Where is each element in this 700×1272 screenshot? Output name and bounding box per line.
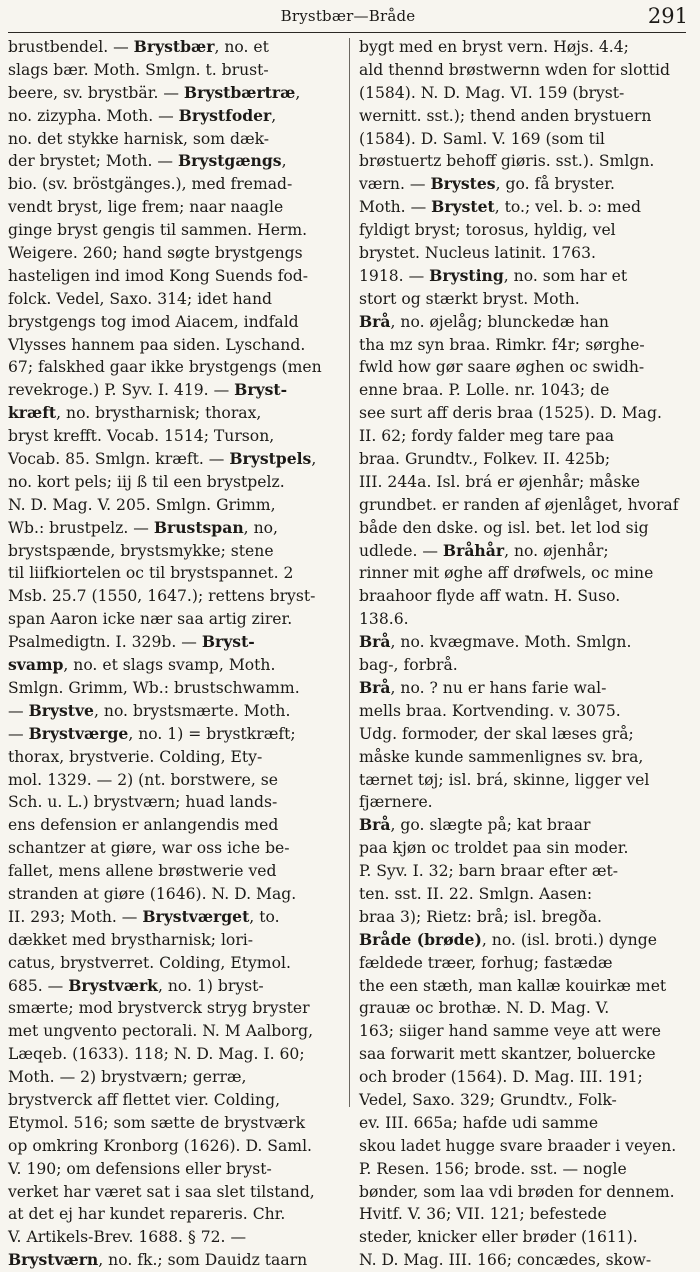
text-segment: grauæ oc brothæ. N. D. Mag. V. [359,999,610,1018]
text-line [8,105,340,128]
text-segment: ev. III. 665a; hafde udi samme [359,1113,599,1132]
text-segment: både den dske. og isl. bet. let lod sig [359,518,649,537]
text-segment: hasteligen ind imod Kong Suends fod- [8,266,309,285]
text-line [359,379,685,402]
text-line [8,631,340,654]
text-line [359,517,685,540]
text-segment: wernitt. sst.); thend anden brystuern [359,106,652,125]
text-segment: (1584). N. D. Mag. VI. 159 (bryst- [359,83,625,102]
text-segment: 67; falskhed gaar ikke brystgengs (men [8,358,322,377]
text-segment: Psalmedigtn. I. 329b. — [8,633,202,652]
text-line [8,677,340,700]
text-line [359,1203,685,1226]
text-segment: brustbendel. — [8,38,134,56]
text-line [8,379,340,402]
text-segment: Etymol. 516; som sætte de brystværk [8,1113,306,1132]
text-segment: , no. som har et [503,266,628,285]
text-segment: stort og stærkt bryst. Moth. [359,289,580,308]
text-segment: no. zizypha. Moth. — [8,106,179,125]
text-segment: braahoor flyde aff watn. H. Suso. [359,587,621,606]
text-segment: slags bær. Moth. Smlgn. t. brust- [8,60,269,79]
text-segment: , no. ? nu er hans farie wal- [390,678,607,697]
text-segment: revekroge.) P. Syv. I. 419. — [8,381,235,400]
text-line [8,494,340,517]
text-segment: 685. — [8,976,69,995]
text-segment: , no. 1) = brystkræft; [128,724,296,743]
headword: Brystve [28,700,94,720]
text-line [359,59,685,82]
text-segment: smærte; mod brystverck stryg bryster [8,999,310,1018]
text-line [8,150,340,173]
text-segment: , [281,152,287,171]
text-line [8,173,340,196]
text-segment: grundbet. er randen af øjenlåget, hvoraf [359,495,679,514]
headword: Brystes [430,174,496,194]
text-line [359,425,685,448]
text-line [359,1135,685,1158]
text-line [8,997,340,1020]
headword: Brystpels [229,449,312,469]
headword: Brystværge [28,723,129,743]
text-segment: , to. [249,907,280,926]
text-segment: verket har været sat i saa slet tilstand, [8,1182,315,1201]
text-line [359,700,685,723]
text-segment: dækket med brystharnisk; lori- [8,930,254,949]
text-line [359,769,685,792]
text-segment: Hvitf. V. 36; VII. 121; befestede [359,1205,607,1224]
text-line [8,1158,340,1181]
text-segment: bønder, som laa vdi brøden for dennem. [359,1182,675,1201]
text-segment: — [8,701,29,720]
text-line [8,1020,340,1043]
text-segment: , [311,450,317,469]
text-segment: P. Syv. I. 32; barn braar efter æt- [359,862,619,881]
headword: kræft [8,403,57,423]
text-line [8,448,340,471]
text-segment: schantzer at giøre, war oss iche be- [8,839,290,858]
text-segment: måske kunde sammenlignes sv. bra, [359,747,644,766]
text-line [8,1066,340,1089]
text-line [8,860,340,883]
text-segment: och broder (1564). D. Mag. III. 191; [359,1068,643,1087]
headword: Brystværn [8,1250,99,1270]
text-segment: , no. brystsmærte. Moth. [93,701,291,720]
text-line [359,82,685,105]
text-segment: , [295,83,301,102]
text-segment: Læqeb. (1633). 118; N. D. Mag. I. 60; [8,1045,305,1064]
text-segment: fældede træer, forhug; fastædæ [359,953,613,972]
text-segment: paa kjøn oc troldet paa sin moder. [359,839,629,858]
text-line [8,1181,340,1204]
left-column [8,36,340,1270]
text-segment: 163; siiger hand samme veye att were [359,1022,662,1041]
text-line [359,242,685,265]
text-line [8,36,340,59]
text-line [359,288,685,311]
text-line [8,1203,340,1226]
text-line [8,1226,340,1249]
text-segment: fjærnere. [359,793,433,812]
text-segment: fwld how gør saare øghen oc swidh- [359,358,645,377]
text-line [359,1112,685,1135]
text-segment: Udg. formoder, der skal læses grå; [359,724,634,743]
text-line [359,128,685,151]
text-segment: — [8,724,29,743]
text-line [8,128,340,151]
text-segment: rinner mit øghe aff drøfwels, oc mine [359,564,654,583]
headword: Brystværk [68,975,158,995]
text-line [8,608,340,631]
text-segment: , no. kvægmave. Moth. Smlgn. [390,633,632,652]
text-line [359,1043,685,1066]
text-segment: V. Artikels-Brev. 1688. § 72. — [8,1228,247,1247]
text-line [359,540,685,563]
text-segment: mol. 1329. — 2) (nt. borstwere, se [8,770,278,789]
text-segment: III. 244a. Isl. brá er øjenhår; måske [359,472,641,491]
text-segment: bio. (sv. bröstgänges.), med fremad- [8,175,293,194]
text-segment: thorax, brystverie. Colding, Ety- [8,747,263,766]
text-segment: , no. 1) bryst- [157,976,264,995]
text-line [8,837,340,860]
text-line [8,929,340,952]
text-line [359,814,685,837]
text-line [8,517,340,540]
text-segment: brystspænde, brystsmykke; stene [8,541,274,560]
text-segment: no. kort pels; iij ß til een brystpelz. [8,472,285,491]
headword: Brustspan [153,517,244,537]
text-line [359,334,685,357]
text-line [359,1066,685,1089]
text-line [8,196,340,219]
text-line [359,608,685,631]
headword: Brysting [429,265,504,285]
text-segment: Vlysses hannem paa siden. Lyschand. [8,335,306,354]
text-segment: fyldigt bryst; torosus, hyldig, vel [359,221,616,240]
text-line [8,562,340,585]
text-line [359,1226,685,1249]
text-line [8,425,340,448]
text-segment: , no. (isl. broti.) dynge [481,930,657,949]
headword: Brå [359,677,391,697]
headword: Bråde (brøde) [359,929,482,949]
text-segment: ginge bryst gengis til sammen. Herm. [8,221,308,240]
text-segment: ald thennd brøstwernn wden for slottid [359,60,670,79]
text-segment: braa 3); Rietz: brå; isl. bregða. [359,907,602,926]
text-line [359,952,685,975]
text-line [359,265,685,288]
headword: Brå [359,815,391,835]
text-line [359,1020,685,1043]
text-line [8,59,340,82]
text-line [8,1249,340,1272]
headword: Brystfoder [178,105,272,125]
text-segment: tærnet tøj; isl. brá, skinne, ligger vel [359,770,650,789]
text-line [359,471,685,494]
text-segment: brøstuertz behoff giøris. sst.). Smlgn. [359,152,655,171]
text-line [359,1158,685,1181]
text-segment: , no. fk.; som Dauidz taarn [98,1251,308,1270]
text-segment: 1918. — [359,266,430,285]
text-line [359,1249,685,1272]
text-line [359,791,685,814]
headword: Brå [359,632,391,652]
text-line [359,1089,685,1112]
text-segment: bryst krefft. Vocab. 1514; Turson, [8,427,275,446]
text-line [8,311,340,334]
headword: Bråhår [442,540,505,560]
text-line [359,402,685,425]
text-line [359,36,685,59]
headword: svamp [8,655,64,675]
text-segment: mells braa. Kortvending. v. 3075. [359,701,621,720]
headword: Bryst- [201,632,255,652]
headword: Brystbærtræ [183,82,296,102]
text-segment: stranden at giøre (1646). N. D. Mag. [8,884,297,903]
text-segment: saa forwarit mett skantzer, boluercke [359,1045,656,1064]
text-segment: fallet, mens allene brøstwerie ved [8,862,277,881]
text-line [359,219,685,242]
text-segment: Moth. — [359,198,432,217]
text-line [8,746,340,769]
text-line [8,1043,340,1066]
text-line [359,654,685,677]
page-header [8,4,688,28]
text-segment: værn. — [359,175,431,194]
headword: Brystet [431,197,495,217]
text-line [8,1112,340,1135]
text-line [359,173,685,196]
text-segment: folck. Vedel, Saxo. 314; idet hand [8,289,272,308]
text-line [8,540,340,563]
text-line [8,883,340,906]
text-segment: Smlgn. Grimm, Wb.: brustschwamm. [8,678,300,697]
text-line [359,677,685,700]
text-segment: Vedel, Saxo. 329; Grundtv., Folk- [359,1090,617,1109]
text-segment: der brystet; Moth. — [8,152,178,171]
right-column [359,36,685,1270]
text-segment: , no. et [214,38,269,56]
text-segment: bag-, forbrå. [359,656,458,675]
text-segment: steder, knicker eller brøder (1611). [359,1228,638,1247]
text-segment: no. det stykke harnisk, som dæk- [8,129,270,148]
text-segment: brystgengs tog imod Aiacem, indfald [8,312,299,331]
text-line [8,585,340,608]
text-line [8,906,340,929]
page-number: 291 [647,4,688,28]
text-segment: , go. slægte på; kat braar [390,816,591,835]
text-segment: braa. Grundtv., Folkev. II. 425b; [359,450,611,469]
text-line [359,494,685,517]
text-segment: Moth. — 2) brystværn; gerræ, [8,1068,247,1087]
text-segment: , to.; vel. b. ɔ: med [494,198,641,217]
column-divider [349,38,350,1107]
headword: Brå [359,311,391,331]
text-line [8,288,340,311]
text-line [359,196,685,219]
text-segment: vendt bryst, lige frem; naar naagle [8,198,284,217]
text-line [359,631,685,654]
text-segment: Vocab. 85. Smlgn. kræft. — [8,450,230,469]
text-segment: Wb.: brustpelz. — [8,518,154,537]
text-line [8,334,340,357]
text-line [359,975,685,998]
text-line [8,471,340,494]
text-line [359,997,685,1020]
text-segment: , no, [243,518,278,537]
headword: Brystgængs [177,151,282,171]
text-segment: met ungvento pectorali. N. M Aalborg, [8,1022,314,1041]
text-segment: 138.6. [359,610,409,629]
text-segment: op omkring Kronborg (1626). D. Saml. [8,1136,313,1155]
text-line [8,654,340,677]
text-line [359,929,685,952]
text-line [359,860,685,883]
text-line [359,562,685,585]
text-segment: Msb. 25.7 (1550, 1647.); rettens bryst- [8,587,316,606]
text-line [359,746,685,769]
header-rule [8,32,686,33]
text-segment: II. 62; fordy falder meg tare paa [359,427,615,446]
text-line [8,723,340,746]
headword: Brystbær [133,37,215,56]
text-segment: Weigere. 260; hand søgte brystgengs [8,244,303,263]
text-segment: (1584). D. Saml. V. 169 (som til [359,129,605,148]
text-segment: , [271,106,277,125]
text-line [359,356,685,379]
text-line [8,356,340,379]
text-segment: skou ladet hugge svare braader i veyen. [359,1136,677,1155]
text-segment: , go. få bryster. [495,175,615,194]
text-segment: span Aaron icke nær saa artig zirer. [8,610,293,629]
text-segment: V. 190; om defensions eller bryst- [8,1159,272,1178]
text-segment: beere, sv. brystbär. — [8,83,184,102]
text-segment: the een stæth, man kallæ kouirkæ met [359,976,667,995]
text-line [8,975,340,998]
text-segment: bygt med en bryst vern. Højs. 4.4; [359,38,629,56]
text-line [359,311,685,334]
text-segment: Sch. u. L.) brystværn; huad lands- [8,793,278,812]
text-line [359,837,685,860]
text-segment: udlede. — [359,541,443,560]
text-line [8,791,340,814]
text-segment: tha mz syn braa. Rimkr. f4r; sørghe- [359,335,645,354]
text-line [359,723,685,746]
text-segment: , no. øjelåg; blunckedæ han [390,312,609,331]
text-segment: enne braa. P. Lolle. nr. 1043; de [359,381,610,400]
text-segment: brystet. Nucleus latinit. 1763. [359,244,596,263]
text-segment: II. 293; Moth. — [8,907,143,926]
text-line [359,906,685,929]
text-line [8,265,340,288]
headword: Bryst- [234,380,288,400]
text-segment: ens defension er anlangendis med [8,816,279,835]
text-segment: N. D. Mag. III. 166; concædes, skow- [359,1251,652,1270]
text-segment: P. Resen. 156; brode. sst. — nogle [359,1159,627,1178]
text-line [359,150,685,173]
text-segment: , no. et slags svamp, Moth. [63,656,276,675]
text-line [8,769,340,792]
text-line [359,585,685,608]
text-line [8,700,340,723]
text-segment: ten. sst. II. 22. Smlgn. Aasen: [359,884,593,903]
text-line [359,883,685,906]
text-line [8,1135,340,1158]
text-segment: see surt aff deris braa (1525). D. Mag. [359,404,662,423]
text-segment: brystverck aff flettet vier. Colding, [8,1090,281,1109]
text-segment: , no. brystharnisk; thorax, [56,404,262,423]
running-head: Brystbær—Bråde [280,7,416,25]
text-segment: , no. øjenhår; [504,541,609,560]
text-line [8,219,340,242]
text-segment: N. D. Mag. V. 205. Smlgn. Grimm, [8,495,276,514]
headword: Brystværget [142,906,250,926]
text-line [8,242,340,265]
text-line [8,82,340,105]
text-segment: at det ej har kundet repareris. Chr. [8,1205,286,1224]
text-line [8,814,340,837]
text-segment: til liifkiortelen oc til brystspannet. 2 [8,564,294,583]
text-line [359,105,685,128]
text-line [359,448,685,471]
text-line [8,1089,340,1112]
text-segment: catus, brystverret. Colding, Etymol. [8,953,291,972]
text-line [359,1181,685,1204]
text-line [8,952,340,975]
text-line [8,402,340,425]
